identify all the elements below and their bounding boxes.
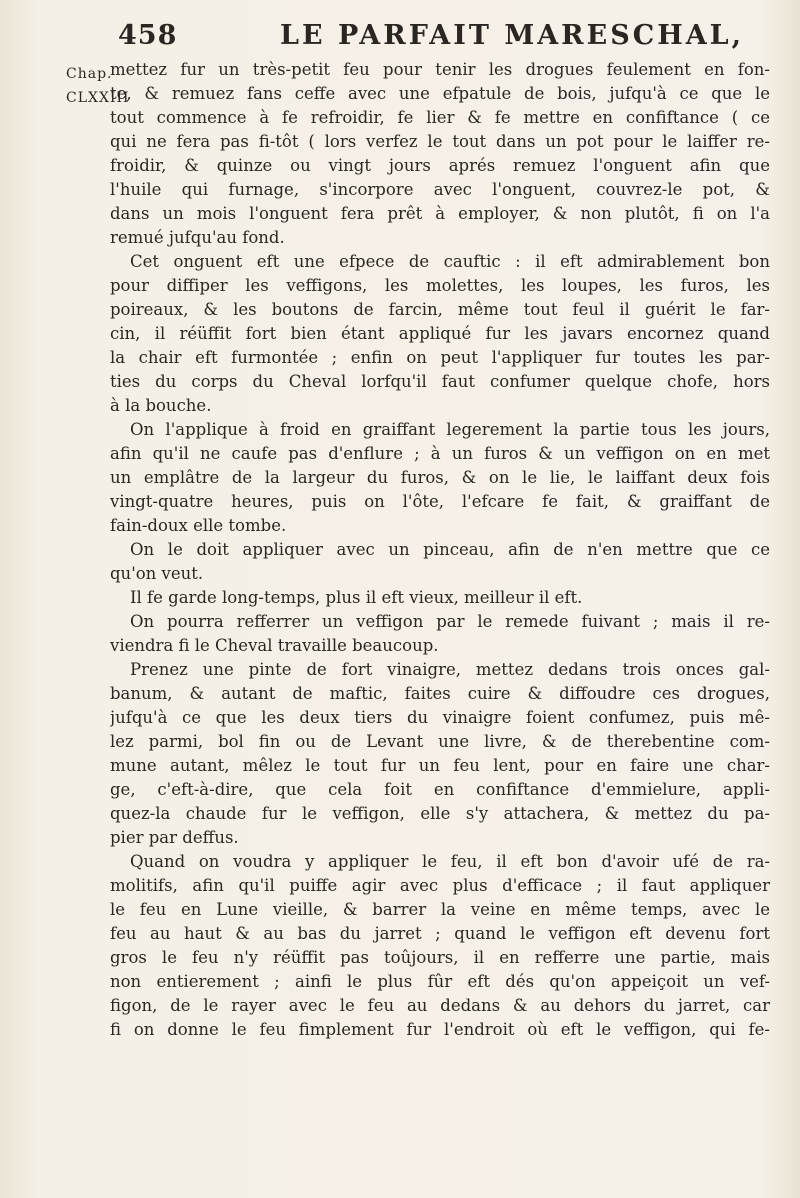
chapter-label: Chap.	[66, 66, 113, 82]
text-line: te, & remuez fans ceffe avec une efpatule de bois, jufqu'à ce que le	[110, 84, 770, 103]
text-line: poireaux, & les boutons de farcin, même tout feul il guérit le far-	[110, 300, 770, 319]
text-line: le feu en Lune vieille, & barrer la veine en même temps, avec le	[110, 900, 770, 919]
text-line: On l'applique à froid en graiffant legerement la partie tous les jours,	[130, 420, 770, 439]
text-line: mettez fur un très-petit feu pour tenir les drogues feulement en fon-	[110, 60, 770, 79]
text-line: un emplâtre de la largeur du furos, & on le lie, le laiffant deux fois	[110, 468, 770, 487]
text-line: On pourra refferrer un veffigon par le remede fuivant ; mais il re-	[130, 612, 770, 631]
text-line: à la bouche.	[110, 396, 212, 415]
chapter-number: CLXXIII	[66, 90, 130, 106]
text-line: pour diffiper les veffigons, les molettes, les loupes, les furos, les	[110, 276, 770, 295]
text-line: ge, c'eft-à-dire, que cela foit en confiftance d'emmielure, appli-	[110, 780, 770, 799]
text-line: ties du corps du Cheval lorfqu'il faut confumer quelque chofe, hors	[110, 372, 770, 391]
text-line: cin, il réüffit fort bien étant appliqué fur les javars encornez quand	[110, 324, 770, 343]
text-line: afin qu'il ne caufe pas d'enflure ; à un furos & un veffigon on en met	[110, 444, 770, 463]
page-number: 458	[118, 20, 178, 51]
text-line: qu'on veut.	[110, 564, 204, 583]
text-line: vingt-quatre heures, puis on l'ôte, l'efcare fe fait, & graiffant de	[110, 492, 770, 511]
text-line: non entierement ; ainfi le plus fûr eft dés qu'on appeiçoit un vef-	[110, 972, 770, 991]
text-line: remué jufqu'au fond.	[110, 228, 285, 247]
text-line: molitifs, afin qu'il puiffe agir avec plus d'efficace ; il faut appliquer	[110, 876, 770, 895]
text-line: fi on donne le feu fimplement fur l'endroit où eft le veffigon, qui fe-	[110, 1020, 770, 1039]
running-title: LE PARFAIT MARESCHAL,	[280, 20, 745, 51]
text-line: l'huile qui furnage, s'incorpore avec l'onguent, couvrez-le pot, &	[110, 180, 770, 199]
text-line: viendra fi le Cheval travaille beaucoup.	[110, 636, 439, 655]
text-line: mune autant, mêlez le tout fur un feu lent, pour en faire une char-	[110, 756, 770, 775]
text-line: froidir, & quinze ou vingt jours aprés remuez l'onguent afin que	[110, 156, 770, 175]
text-line: lez parmi, bol fin ou de Levant une livre, & de therebentine com-	[110, 732, 770, 751]
text-line: gros le feu n'y réüffit pas toûjours, il en refferre une partie, mais	[110, 948, 770, 967]
text-line: Cet onguent eft une efpece de cauftic : il eft admirablement bon	[130, 252, 770, 271]
text-line: figon, de le rayer avec le feu au dedans & au dehors du jarret, car	[110, 996, 770, 1015]
text-line: Prenez une pinte de fort vinaigre, mettez dedans trois onces gal-	[130, 660, 770, 679]
text-line: Quand on voudra y appliquer le feu, il eft bon d'avoir ufé de ra-	[130, 852, 770, 871]
text-line: banum, & autant de maftic, faites cuire & diffoudre ces drogues,	[110, 684, 770, 703]
text-line: pier par deffus.	[110, 828, 239, 847]
text-line: quez-la chaude fur le veffigon, elle s'y attachera, & mettez du pa-	[110, 804, 770, 823]
text-line: tout commence à fe refroidir, fe lier & fe mettre en confiftance ( ce	[110, 108, 770, 127]
text-line: On le doit appliquer avec un pinceau, afin de n'en mettre que ce	[130, 540, 770, 559]
page-header	[110, 20, 770, 60]
text-line: dans un mois l'onguent fera prêt à employer, & non plutôt, fi on l'a	[110, 204, 770, 223]
text-line: feu au haut & au bas du jarret ; quand le veffigon eft devenu fort	[110, 924, 770, 943]
text-line: qui ne fera pas fi-tôt ( lors verfez le tout dans un pot pour le laiffer re-	[110, 132, 770, 151]
text-line: fain-doux elle tombe.	[110, 516, 287, 535]
text-line: la chair eft furmontée ; enfin on peut l'appliquer fur toutes les par-	[110, 348, 770, 367]
text-line: jufqu'à ce que les deux tiers du vinaigre foient confumez, puis mê-	[110, 708, 770, 727]
body-text	[110, 58, 770, 1042]
text-line: Il fe garde long-temps, plus il eft vieux, meilleur il eft.	[130, 588, 583, 607]
